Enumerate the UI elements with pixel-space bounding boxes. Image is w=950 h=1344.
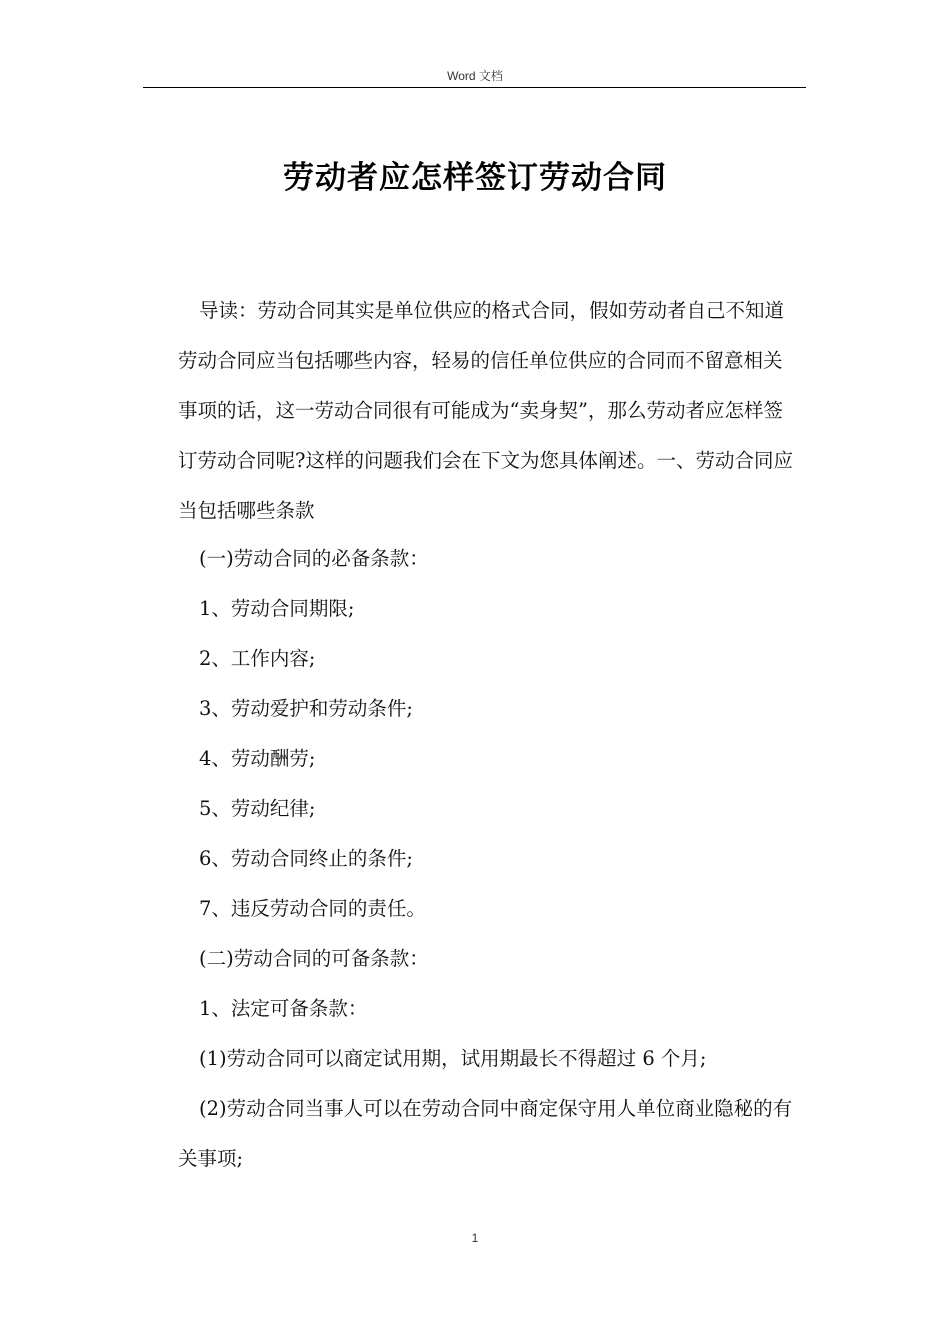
header-divider xyxy=(143,87,806,88)
clause-line: 7、违反劳动合同的责任。 xyxy=(199,897,426,920)
clause-line: 4、劳动酬劳; xyxy=(199,747,316,770)
clause-line: (1)劳动合同可以商定试用期，试用期最长不得超过 6 个月; xyxy=(199,1047,707,1070)
intro-paragraph: 导读：劳动合同其实是单位供应的格式合同，假如劳动者自己不知道劳动合同应当包括哪些内容，轻易的信任单位供应的合同而不留意相关事项的话，这一劳动合同很有可能成为“卖身契”，那么劳动者应怎样签订劳动合同呢?这样的问题我们会在下文为您具体阐述。一、劳动合同应当包括哪些条款 xyxy=(178,299,793,522)
clause-line: 1、劳动合同期限; xyxy=(199,597,355,620)
clause-line: 2、工作内容; xyxy=(199,647,316,670)
clause-line: 3、劳动爱护和劳动条件; xyxy=(199,697,413,720)
clause-line: 1、法定可备条款： xyxy=(199,997,368,1020)
document-title: 劳动者应怎样签订劳动合同 xyxy=(283,160,667,196)
clause-list xyxy=(178,534,798,1184)
clause-line: (二)劳动合同的可备条款： xyxy=(199,947,429,970)
clause-line: (2)劳动合同当事人可以在劳动合同中商定保守用人单位商业隐秘的有关事项; xyxy=(178,1097,793,1170)
document-header-label: Word 文档 xyxy=(447,69,503,83)
clause-line: 5、劳动纪律; xyxy=(199,797,316,820)
page-number: 1 xyxy=(471,1231,479,1245)
clause-line: 6、劳动合同终止的条件; xyxy=(199,847,413,870)
clause-line: (一)劳动合同的必备条款： xyxy=(199,547,429,570)
